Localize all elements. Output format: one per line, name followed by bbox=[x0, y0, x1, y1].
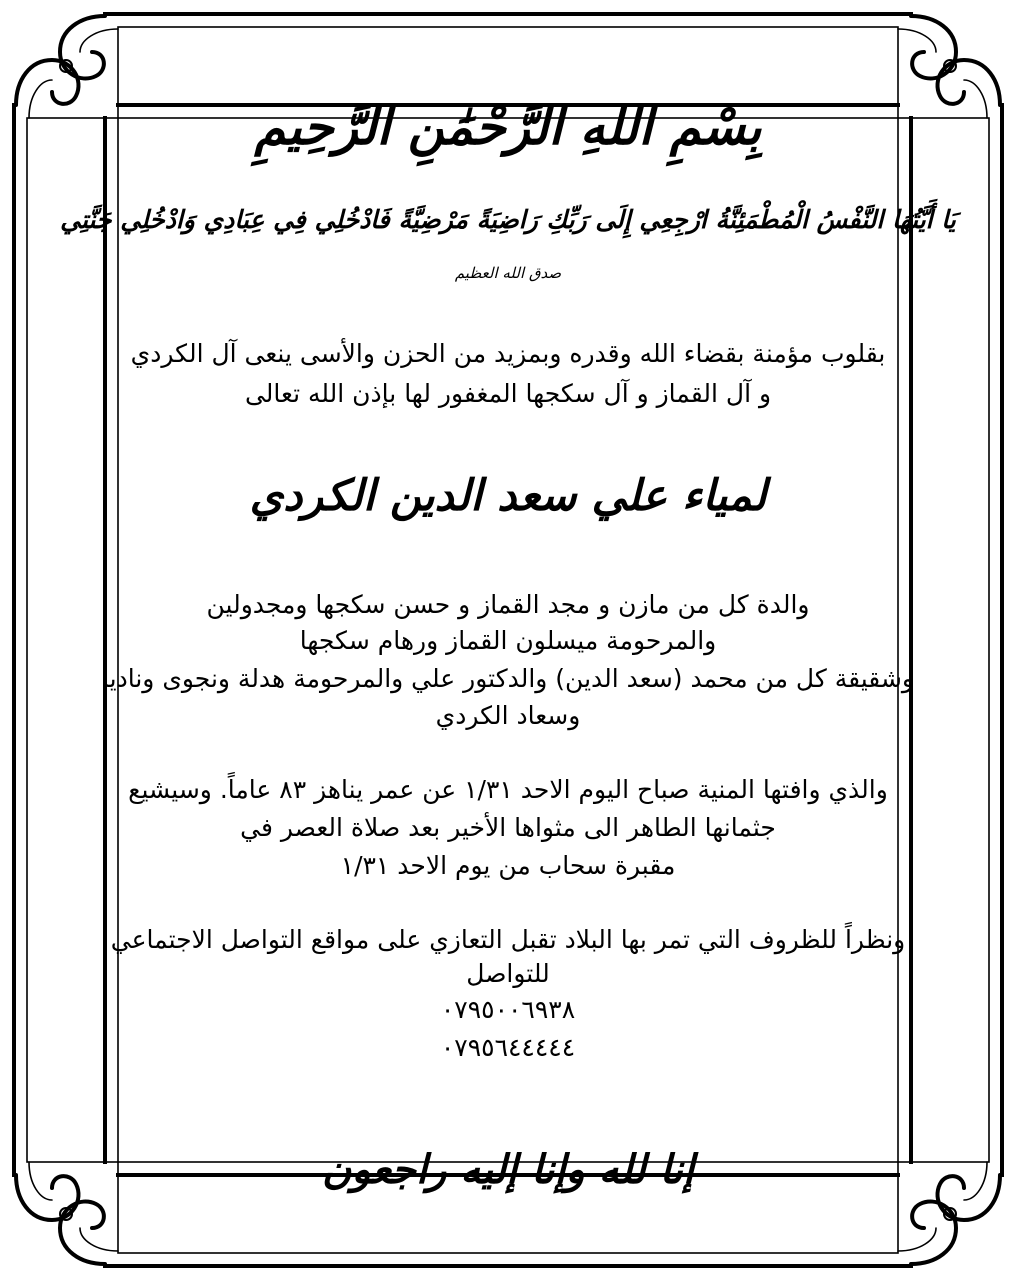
basmala: بِسْمِ اللهِ الرَّحْمَٰنِ الرَّحِيمِ bbox=[254, 97, 762, 156]
phone-number-2: ٠٧٩٥٦٤٤٤٤٤ bbox=[440, 1033, 576, 1062]
relatives-line-3: وشقيقة كل من محمد (سعد الدين) والدكتور علي والمرحومة هدلة ونجوى وناديا bbox=[102, 664, 914, 693]
closing-phrase: إنا لله وإنا إليه راجعون bbox=[321, 1146, 695, 1193]
deceased-name: لمياء علي سعد الدين الكردي bbox=[249, 471, 767, 521]
relatives-line-1: والدة كل من مازن و مجد القماز و حسن سكجها ومجدولين bbox=[206, 590, 810, 619]
intro-line-2: و آل القماز و آل سكجها المغفور لها بإذن الله تعالى bbox=[244, 379, 772, 408]
obituary-notice bbox=[60, 0, 956, 1280]
intro-line-1: بقلوب مؤمنة بقضاء الله وقدره وبمزيد من الحزن والأسى ينعى آل الكردي bbox=[130, 339, 886, 368]
condolences-line-1: ونظراً للظروف التي تمر بها البلاد تقبل التعازي على مواقع التواصل الاجتماعي bbox=[110, 925, 906, 954]
death-details-line-2: جثمانها الطاهر الى مثواها الأخير بعد صلاة العصر في bbox=[240, 813, 776, 842]
death-details-line-3: مقبرة سحاب من يوم الاحد ١/٣١ bbox=[340, 851, 676, 880]
verse-attribution: صدق الله العظيم bbox=[454, 264, 562, 282]
condolences-line-2: للتواصل bbox=[466, 959, 550, 988]
death-details-line-1: والذي وافتها المنية صباح اليوم الاحد ١/٣١ عن عمر يناهز ٨٣ عاماً. وسيشيع bbox=[128, 775, 888, 804]
phone-number-1: ٠٧٩٥٠٠٦٩٣٨ bbox=[440, 995, 576, 1024]
relatives-line-4: وسعاد الكردي bbox=[435, 701, 581, 730]
relatives-line-2: والمرحومة ميسلون القماز ورهام سكجها bbox=[299, 626, 717, 655]
quran-verse: يَا أَيَّتُهَا النَّفْسُ الْمُطْمَئِنَّةُ ارْجِعِي إِلَى رَبِّكِ رَاضِيَةً مَرْضِيَّةً فَادْخُلِي فِي عِبَادِي وَادْخُلِي جَنَّتِي bbox=[60, 205, 956, 234]
